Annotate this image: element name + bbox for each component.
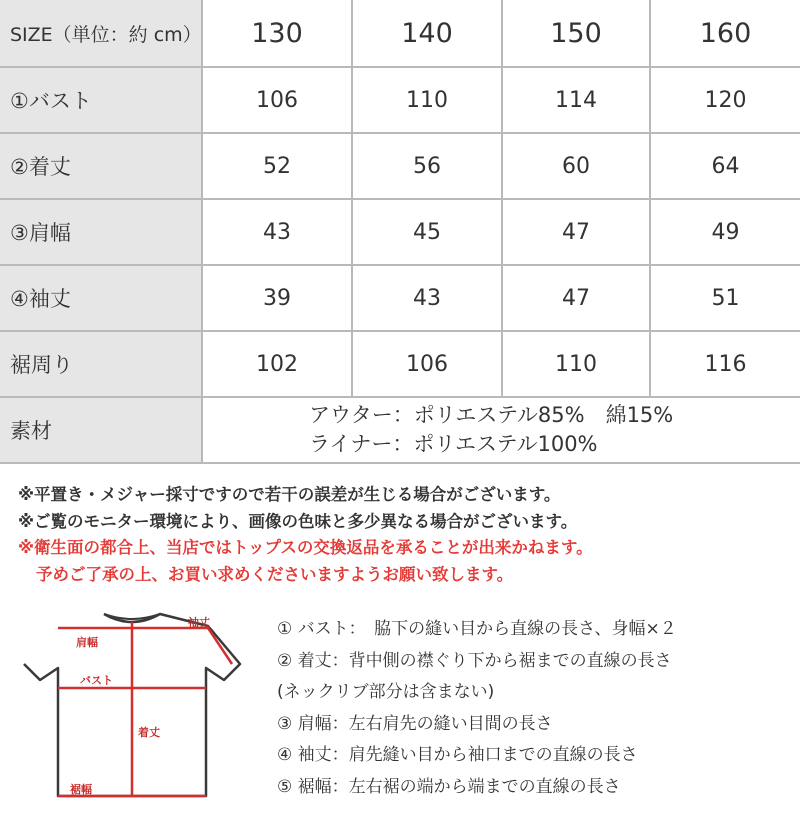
hem-label: 裾幅 — [70, 783, 92, 796]
table-cell: 45 — [352, 199, 502, 265]
size-unit-label: SIZE（単位：約 cm） — [0, 0, 202, 67]
table-cell: 56 — [352, 133, 502, 199]
table-row-shoulder — [0, 199, 800, 265]
size-140-header: 140 — [352, 0, 502, 67]
table-cell: 51 — [650, 265, 800, 331]
table-cell: 106 — [202, 67, 352, 133]
notes — [18, 482, 788, 588]
table-cell: 110 — [352, 67, 502, 133]
row-label-shoulder: ③肩幅 — [0, 199, 202, 265]
note-monitor: ※ご覧のモニター環境により、画像の色味と多少異なる場合がございます。 — [18, 511, 578, 531]
table-cell: 110 — [502, 331, 650, 397]
row-label-bust: ①バスト — [0, 67, 202, 133]
bust-label: バスト — [80, 674, 113, 687]
table-cell: 116 — [650, 331, 800, 397]
table-row-material — [0, 397, 800, 463]
size-160-header: 160 — [650, 0, 800, 67]
shirt-diagram — [20, 600, 252, 812]
table-cell: 106 — [352, 331, 502, 397]
measurement-legend — [277, 614, 787, 803]
note-measurement: ※平置き・メジャー採寸ですので若干の誤差が生じる場合がございます。 — [18, 485, 561, 504]
sleeve-label: 袖丈 — [188, 616, 210, 629]
table-cell: 47 — [502, 199, 650, 265]
size-130-header: 130 — [202, 0, 352, 67]
legend-hem: ⑤ 裾幅：左右裾の端から端までの直線の長さ — [277, 776, 621, 797]
table-row-length — [0, 133, 800, 199]
row-label-sleeve: ④袖丈 — [0, 265, 202, 331]
table-cell: 47 — [502, 265, 650, 331]
material-liner: ライナー：ポリエステル100% — [309, 432, 598, 456]
table-cell: 52 — [202, 133, 352, 199]
row-label-hem: 裾周り — [0, 331, 202, 397]
table-row-hem — [0, 331, 800, 397]
legend-shoulder: ③ 肩幅：左右肩先の縫い目間の長さ — [277, 713, 553, 734]
table-cell: 39 — [202, 265, 352, 331]
note-acknowledge: 予めご了承の上、お買い求めくださいますようお願い致します。 — [36, 564, 514, 584]
row-label-length: ②着丈 — [0, 133, 202, 199]
table-row-sleeve — [0, 265, 800, 331]
material-cell — [202, 397, 800, 463]
legend-length: ② 着丈：背中側の襟ぐり下から裾までの直線の長さ — [277, 650, 672, 671]
table-cell: 120 — [650, 67, 800, 133]
length-label: 着丈 — [138, 726, 160, 739]
row-label-material: 素材 — [0, 397, 202, 463]
material-outer: アウター：ポリエステル85% 綿15% — [309, 403, 674, 427]
table-cell: 43 — [202, 199, 352, 265]
note-hygiene: ※衛生面の都合上、当店ではトップスの交換返品を承ることが出来かねます。 — [18, 538, 593, 557]
legend-length-note: (ネックリブ部分は含まない) — [277, 682, 495, 702]
table-cell: 60 — [502, 133, 650, 199]
legend-bust: ① バスト： 脇下の縫い目から直線の長さ、身幅×２ — [277, 619, 677, 639]
shirt-outline-svg — [20, 600, 252, 812]
size-150-header: 150 — [502, 0, 650, 67]
table-cell: 64 — [650, 133, 800, 199]
legend-sleeve: ④ 袖丈：肩先縫い目から袖口までの直線の長さ — [277, 745, 638, 765]
shoulder-label: 肩幅 — [76, 636, 98, 649]
table-cell: 49 — [650, 199, 800, 265]
table-cell: 114 — [502, 67, 650, 133]
size-header-row — [0, 0, 800, 67]
table-row-bust — [0, 67, 800, 133]
table-cell: 43 — [352, 265, 502, 331]
table-cell: 102 — [202, 331, 352, 397]
